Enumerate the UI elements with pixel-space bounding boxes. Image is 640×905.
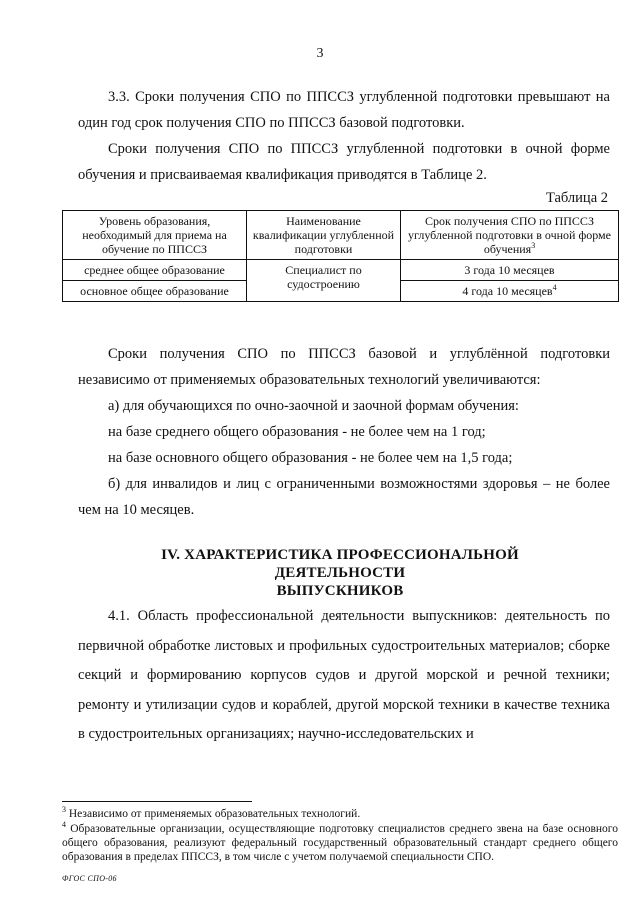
footnote-4-mark: 4 [62, 820, 66, 830]
footnote-3-mark: 3 [62, 805, 66, 815]
footnote-separator [62, 801, 252, 802]
footnote-mark-3: 3 [531, 241, 536, 250]
row1-level: среднее общее образование [63, 260, 247, 281]
item-b-line1: б) для инвалидов и лиц с ограниченными возможностями здоровья – не более [108, 476, 610, 492]
paragraph-terms: Сроки получения СПО по ППССЗ углубленной подготовки в очной форме обучения и присваиваемая квалификация приводятся в Таблице 2. [78, 141, 610, 183]
terms-table [62, 210, 619, 302]
row2-term-text: 4 года 10 месяцев [462, 284, 553, 298]
document-code: ФГОС СПО-06 [62, 874, 117, 883]
header-education-level: Уровень образования, необходимый для приема на обучение по ППССЗ [63, 211, 247, 260]
row2-term [401, 281, 619, 302]
section-heading-line2: ВЫПУСКНИКОВ [276, 583, 404, 599]
header-qualification: Наименование квалификации углубленной подготовки [247, 211, 401, 260]
page-number: 3 [316, 46, 324, 61]
row1-term: 3 года 10 месяцев [401, 260, 619, 281]
footnote-mark-4: 4 [552, 283, 557, 292]
header-term-text: Срок получения СПО по ППССЗ углубленной подготовки в очной форме обучения [408, 214, 611, 256]
footnote-4 [62, 822, 618, 864]
table-caption: Таблица 2 [545, 190, 608, 206]
paragraph-increase-line1: Сроки получения СПО по ППССЗ базовой и углублённой подготовки [108, 346, 610, 362]
paragraph-4-1: 4.1. Область профессиональной деятельности выпускников: деятельность по первичной обработке листовых и профильных судостроительных материалов; сборке секций и формированию корпусов судов и другой морской и речной техники; ремонту и утилизации судов и кораблей, другой морской техники в качестве техника в судостроительных организациях; научно-исследовательских и [78, 608, 610, 742]
paragraph-3-3: 3.3. Сроки получения СПО по ППССЗ углубленной подготовки превышают на один год срок получения СПО по ППССЗ базовой подготовки. [78, 89, 610, 131]
paragraph-increase-line2: независимо от применяемых образовательных технологий увеличиваются: [78, 372, 541, 388]
item-a-2: на базе основного общего образования - не более чем на 1,5 года; [108, 450, 513, 466]
section-heading [110, 546, 570, 600]
table-row [63, 260, 619, 281]
footnote-4-text: Образовательные организации, осуществляющие подготовку специалистов среднего звена на базе основного общего образования, реализуют федеральный государственный образовательный стандарт среднего общего образования в пределах ППССЗ, в том числе с учетом получаемой специальности СПО. [62, 823, 618, 863]
footnote-3 [62, 807, 618, 821]
qualification-cell: Специалист по судостроению [247, 260, 401, 302]
row2-level: основное общее образование [63, 281, 247, 302]
table-header-row [63, 211, 619, 260]
item-a: а) для обучающихся по очно-заочной и заочной формам обучения: [108, 398, 519, 414]
footnote-3-text: Независимо от применяемых образовательных технологий. [66, 808, 361, 820]
header-term [401, 211, 619, 260]
item-a-1: на базе среднего общего образования - не более чем на 1 год; [108, 424, 486, 440]
item-b-line2: чем на 10 месяцев. [78, 502, 195, 518]
section-heading-line1: IV. ХАРАКТЕРИСТИКА ПРОФЕССИОНАЛЬНОЙ ДЕЯТЕЛЬНОСТИ [161, 547, 519, 581]
